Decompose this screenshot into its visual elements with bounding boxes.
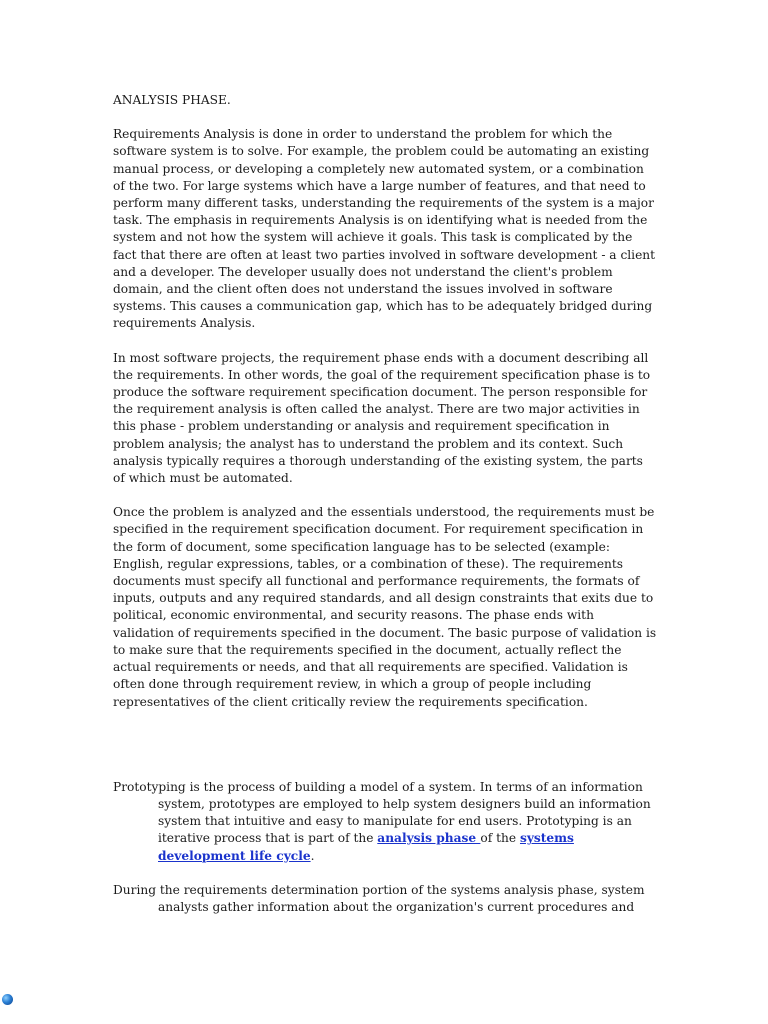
prototyping-text-middle: of the <box>480 831 520 846</box>
paragraph-requirement-phase: In most software projects, the requirement phase ends with a document describing all the requirements. In other words, the goal of the requirement specification phase is to produce the software requirement specification document. The person responsible for the requirement analysis is often called the analyst. There are two major activities in this phase - problem understanding or analysis and requirement specification in problem analysis; the analyst has to understand the problem and its context. Such analysis typically requires a thorough understanding of the existing system, the parts of which must be automated. <box>113 350 651 486</box>
blue-orb-icon[interactable] <box>2 994 13 1005</box>
page-title: ANALYSIS PHASE. <box>113 93 231 107</box>
spacer <box>113 728 658 779</box>
analysis-phase-link[interactable]: analysis phase <box>377 831 481 846</box>
document-page <box>113 92 658 933</box>
paragraph-specification: Once the problem is analyzed and the essentials understood, the requirements must be specified in the requirement specification document. For requirement specification in the form of document, some specification language has to be selected (example: English, regular expressions, tables, or a combination of these). The requirements documents must specify all functional and performance requirements, the formats of inputs, outputs and any required standards, and all design constraints that exits due to political, economic environmental, and security reasons. The phase ends with validation of requirements specified in the document. The basic purpose of validation is to make sure that the requirements specified in the document, actually reflect the actual requirements or needs, and that all requirements are specified. Validation is often done through requirement review, in which a group of people including representatives of the client critically review the requirements specification. <box>113 505 657 709</box>
prototyping-text-after: . <box>310 848 315 863</box>
paragraph-requirements-determination: During the requirements determination portion of the systems analysis phase, system analysts gather information about the organization's current procedures and <box>113 882 645 914</box>
paragraph-requirements-analysis: Requirements Analysis is done in order to understand the problem for which the software system is to solve. For example, the problem could be automating an existing manual process, or developing a completely new automated system, or a combination of the two. For large systems which have a large number of features, and that need to perform many different tasks, understanding the requirements of the system is a major task. The emphasis in requirements Analysis is on identifying what is needed from the system and not how the system will achieve it goals. This task is complicated by the fact that there are often at least two parties involved in software development - a client and a developer. The developer usually does not understand the client's problem domain, and the client often does not understand the issues involved in software systems. This causes a communication gap, which has to be adequately bridged during requirements Analysis. <box>113 127 656 331</box>
paragraph-prototyping <box>113 779 658 865</box>
prototyping-text-before: Prototyping is the process of building a model of a system. In terms of an information system, prototypes are employed to help system designers build an information system that intuitive and easy to manipulate for end users. Prototyping is an iterative process that is part of the <box>113 779 651 846</box>
systems-development-life-cycle-link[interactable]: systems development life cycle <box>158 831 574 863</box>
